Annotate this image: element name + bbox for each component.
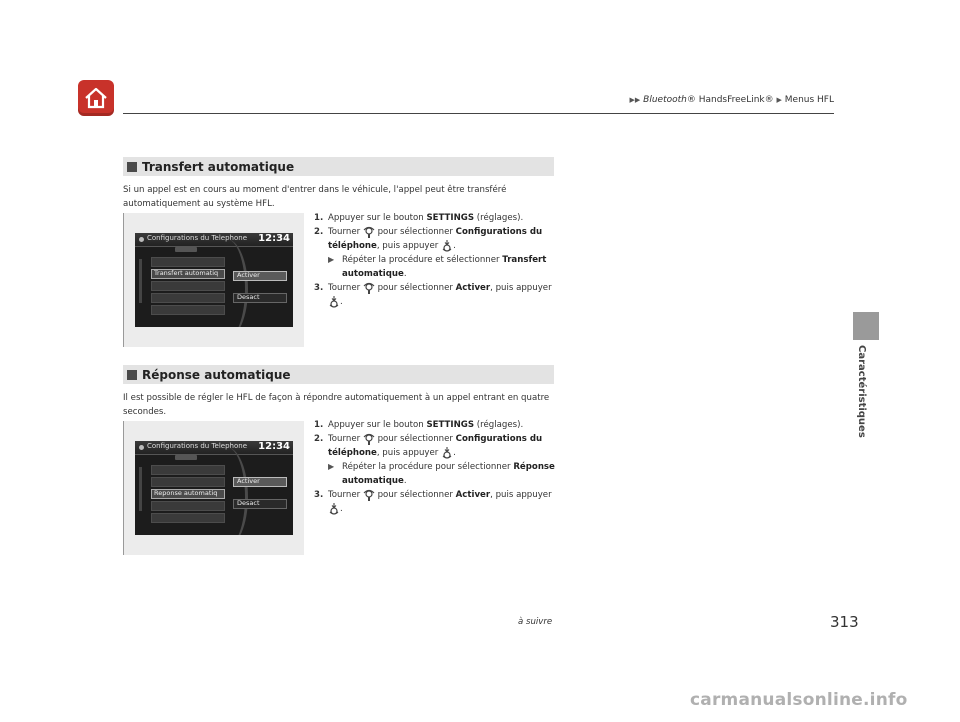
status-dot-icon <box>139 445 144 450</box>
scroll-handle <box>139 259 142 303</box>
step-item: 1. Appuyer sur le bouton SETTINGS (réglages). <box>314 420 524 430</box>
square-bullet-icon <box>127 370 137 380</box>
section-heading <box>123 157 554 176</box>
option-row: Desact <box>233 499 287 509</box>
scroll-handle <box>139 467 142 511</box>
chapter-tab-label[interactable]: Caractéristiques <box>856 345 867 438</box>
chevron-right-icon: ▶▶ <box>629 96 641 104</box>
arrow-right-icon: ▶ <box>328 255 335 264</box>
breadcrumb-item[interactable]: ® HandsFreeLink® <box>686 95 774 105</box>
step-subitem: ▶ Répéter la procédure pour sélectionner Réponse automatique. <box>328 462 555 486</box>
navigation-screen <box>135 441 293 535</box>
navigation-screen <box>135 233 293 327</box>
press-knob-icon <box>328 296 340 308</box>
step-list <box>314 211 564 309</box>
breadcrumb-item[interactable]: Menus HFL <box>784 95 834 105</box>
home-button[interactable] <box>78 80 114 116</box>
screen-clock: 12:34 <box>258 233 290 244</box>
rotate-knob-icon <box>363 282 375 294</box>
screen-illustration <box>123 421 304 555</box>
press-knob-icon <box>441 447 453 459</box>
section-title: Transfert automatique <box>142 159 295 174</box>
header-divider <box>123 113 834 114</box>
screen-title: Configurations du Telephone <box>147 234 247 242</box>
continued-label: à suivre <box>518 617 553 627</box>
screen-arc <box>205 239 248 327</box>
breadcrumb <box>600 95 834 105</box>
breadcrumb-item[interactable]: Bluetooth <box>643 95 687 105</box>
option-row-selected: Activer <box>233 271 287 281</box>
option-row: Desact <box>233 293 287 303</box>
screen-illustration <box>123 213 304 347</box>
section-intro: Il est possible de régler le HFL de façon à répondre automatiquement à un appel entrant en quatre secondes. <box>123 393 550 417</box>
status-dot-icon <box>139 237 144 242</box>
chevron-right-icon: ▶ <box>776 96 782 104</box>
step-item: 1. Appuyer sur le bouton SETTINGS (réglages). <box>314 213 524 223</box>
step-item: 3. Tourner pour sélectionner Activer, puis appuyer . <box>314 490 552 514</box>
press-knob-icon <box>441 240 453 252</box>
step-item: 2. Tourner pour sélectionner Configurations du téléphone, puis appuyer . <box>314 434 543 458</box>
step-subitem: ▶ Répéter la procédure et sélectionner Transfert automatique. <box>328 255 547 279</box>
square-bullet-icon <box>127 162 137 172</box>
rotate-knob-icon <box>363 226 375 238</box>
screen-tab <box>175 247 197 252</box>
screen-clock: 12:34 <box>258 441 290 452</box>
step-item: 3. Tourner pour sélectionner Activer, puis appuyer . <box>314 283 552 307</box>
section-intro: Si un appel est en cours au moment d'entrer dans le véhicule, l'appel peut être transféré automatiquement au système HFL. <box>123 185 507 209</box>
watermark: carmanualsonline.info <box>690 690 908 710</box>
screen-tab <box>175 455 197 460</box>
section-title: Réponse automatique <box>142 367 291 382</box>
press-knob-icon <box>328 503 340 515</box>
step-item: 2. Tourner pour sélectionner Configurations du téléphone, puis appuyer . <box>314 227 543 251</box>
step-list <box>314 418 564 516</box>
screen-arc <box>205 447 248 535</box>
screen-title: Configurations du Telephone <box>147 442 247 450</box>
arrow-right-icon: ▶ <box>328 462 335 471</box>
section-heading <box>123 365 554 384</box>
home-icon <box>83 86 109 110</box>
menu-row-selected: Transfert automatiq <box>151 269 225 279</box>
page-number: 313 <box>830 613 859 631</box>
chapter-tab-marker[interactable] <box>853 312 879 340</box>
rotate-knob-icon <box>363 433 375 445</box>
menu-row-selected: Reponse automatiq <box>151 489 225 499</box>
rotate-knob-icon <box>363 489 375 501</box>
option-row-selected: Activer <box>233 477 287 487</box>
